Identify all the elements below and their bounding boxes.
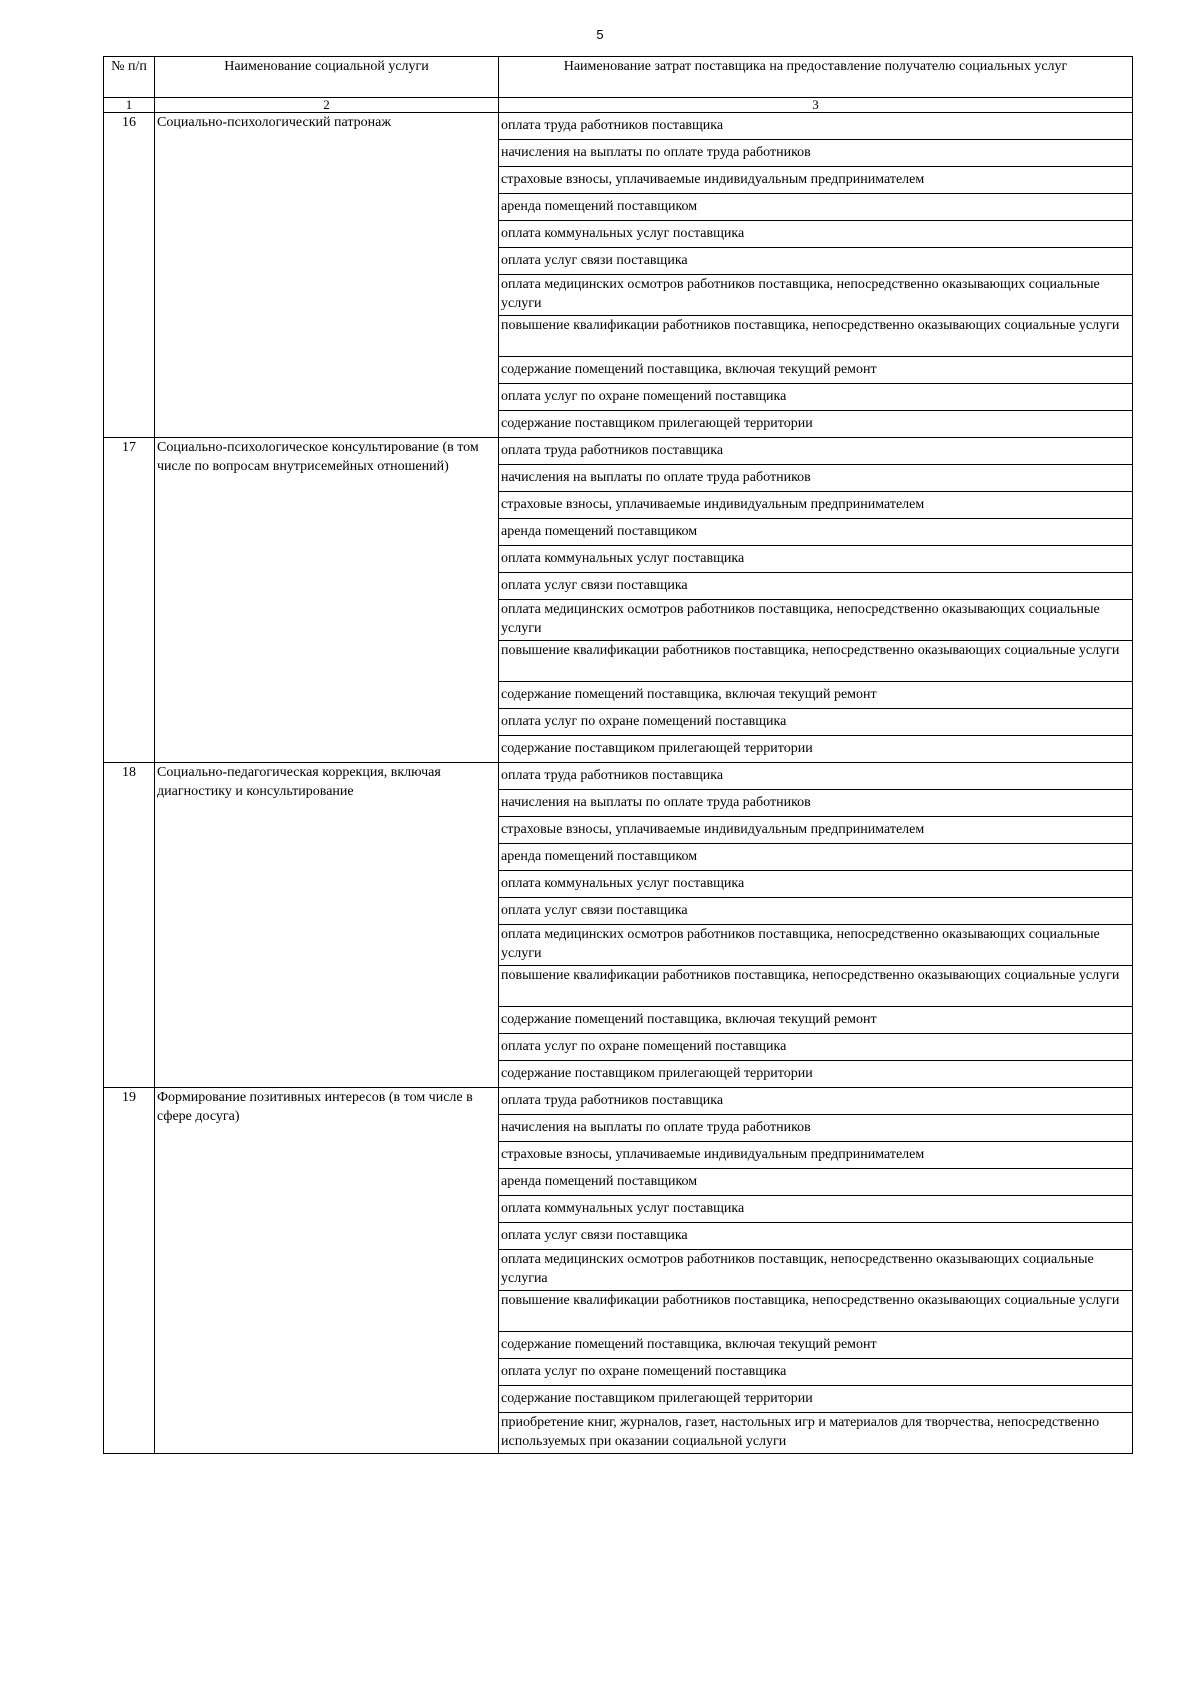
service-name: Социально-педагогическая коррекция, включая диагностику и консультирование [155,763,499,1088]
row-number: 19 [104,1088,155,1454]
service-name: Социально-психологический патронаж [155,113,499,438]
cost-item: аренда помещений поставщиком [499,194,1133,221]
column-number: 1 [104,98,155,113]
cost-item: повышение квалификации работников поставщика, непосредственно оказывающих социальные услуги [499,1291,1133,1332]
cost-item: оплата коммунальных услуг поставщика [499,871,1133,898]
column-number-row [104,98,1133,113]
cost-item: оплата услуг связи поставщика [499,898,1133,925]
cost-item: оплата коммунальных услуг поставщика [499,546,1133,573]
cost-item: аренда помещений поставщиком [499,844,1133,871]
cost-item: оплата медицинских осмотров работников поставщика, непосредственно оказывающих социальные услуги [499,275,1133,316]
cost-item: начисления на выплаты по оплате труда работников [499,1115,1133,1142]
cost-item: аренда помещений поставщиком [499,519,1133,546]
header-service-name: Наименование социальной услуги [155,57,499,98]
cost-item: оплата труда работников поставщика [499,1088,1133,1115]
service-name: Формирование позитивных интересов (в том числе в сфере досуга) [155,1088,499,1454]
cost-item: оплата услуг по охране помещений поставщика [499,1359,1133,1386]
cost-item: оплата услуг связи поставщика [499,573,1133,600]
cost-item: оплата услуг по охране помещений поставщика [499,1034,1133,1061]
page-number: 5 [596,27,604,42]
cost-item: страховые взносы, уплачиваемые индивидуальным предпринимателем [499,492,1133,519]
cost-item: содержание поставщиком прилегающей территории [499,411,1133,438]
cost-item: начисления на выплаты по оплате труда работников [499,465,1133,492]
row-number: 18 [104,763,155,1088]
header-number: № п/п [104,57,155,98]
cost-item: оплата коммунальных услуг поставщика [499,1196,1133,1223]
cost-item: содержание помещений поставщика, включая текущий ремонт [499,682,1133,709]
cost-item: оплата труда работников поставщика [499,763,1133,790]
cost-item: повышение квалификации работников поставщика, непосредственно оказывающих социальные услуги [499,316,1133,357]
cost-item: оплата медицинских осмотров работников поставщик, непосредственно оказывающих социальные услугиа [499,1250,1133,1291]
table-row [104,438,1133,465]
cost-item: повышение квалификации работников поставщика, непосредственно оказывающих социальные услуги [499,641,1133,682]
cost-item: начисления на выплаты по оплате труда работников [499,140,1133,167]
cost-item: начисления на выплаты по оплате труда работников [499,790,1133,817]
cost-item: оплата услуг связи поставщика [499,1223,1133,1250]
header-cost-name: Наименование затрат поставщика на предоставление получателю социальных услуг [499,57,1133,98]
row-number: 17 [104,438,155,763]
table-row [104,763,1133,790]
cost-item: оплата услуг по охране помещений поставщика [499,709,1133,736]
column-number: 3 [499,98,1133,113]
cost-item: содержание поставщиком прилегающей территории [499,1061,1133,1088]
cost-item: оплата труда работников поставщика [499,438,1133,465]
cost-item: повышение квалификации работников поставщика, непосредственно оказывающих социальные услуги [499,966,1133,1007]
costs-table [103,56,1133,1454]
cost-item: оплата услуг по охране помещений поставщика [499,384,1133,411]
cost-item: оплата коммунальных услуг поставщика [499,221,1133,248]
cost-item: содержание помещений поставщика, включая текущий ремонт [499,1332,1133,1359]
column-number: 2 [155,98,499,113]
cost-item: оплата услуг связи поставщика [499,248,1133,275]
cost-item: аренда помещений поставщиком [499,1169,1133,1196]
cost-item: содержание помещений поставщика, включая текущий ремонт [499,1007,1133,1034]
service-name: Социально-психологическое консультирование (в том числе по вопросам внутрисемейных отношений) [155,438,499,763]
cost-item: содержание помещений поставщика, включая текущий ремонт [499,357,1133,384]
table-row [104,113,1133,140]
cost-item: оплата медицинских осмотров работников поставщика, непосредственно оказывающих социальные услуги [499,925,1133,966]
row-number: 16 [104,113,155,438]
table-row [104,1088,1133,1115]
cost-item: страховые взносы, уплачиваемые индивидуальным предпринимателем [499,817,1133,844]
cost-item: приобретение книг, журналов, газет, настольных игр и материалов для творчества, непосредственно используемых при оказании социальной услуги [499,1413,1133,1454]
cost-item: содержание поставщиком прилегающей территории [499,1386,1133,1413]
cost-item: страховые взносы, уплачиваемые индивидуальным предпринимателем [499,167,1133,194]
cost-item: страховые взносы, уплачиваемые индивидуальным предпринимателем [499,1142,1133,1169]
cost-item: содержание поставщиком прилегающей территории [499,736,1133,763]
cost-item: оплата труда работников поставщика [499,113,1133,140]
cost-item: оплата медицинских осмотров работников поставщика, непосредственно оказывающих социальные услуги [499,600,1133,641]
table-body [104,113,1133,1454]
header-row [104,57,1133,98]
